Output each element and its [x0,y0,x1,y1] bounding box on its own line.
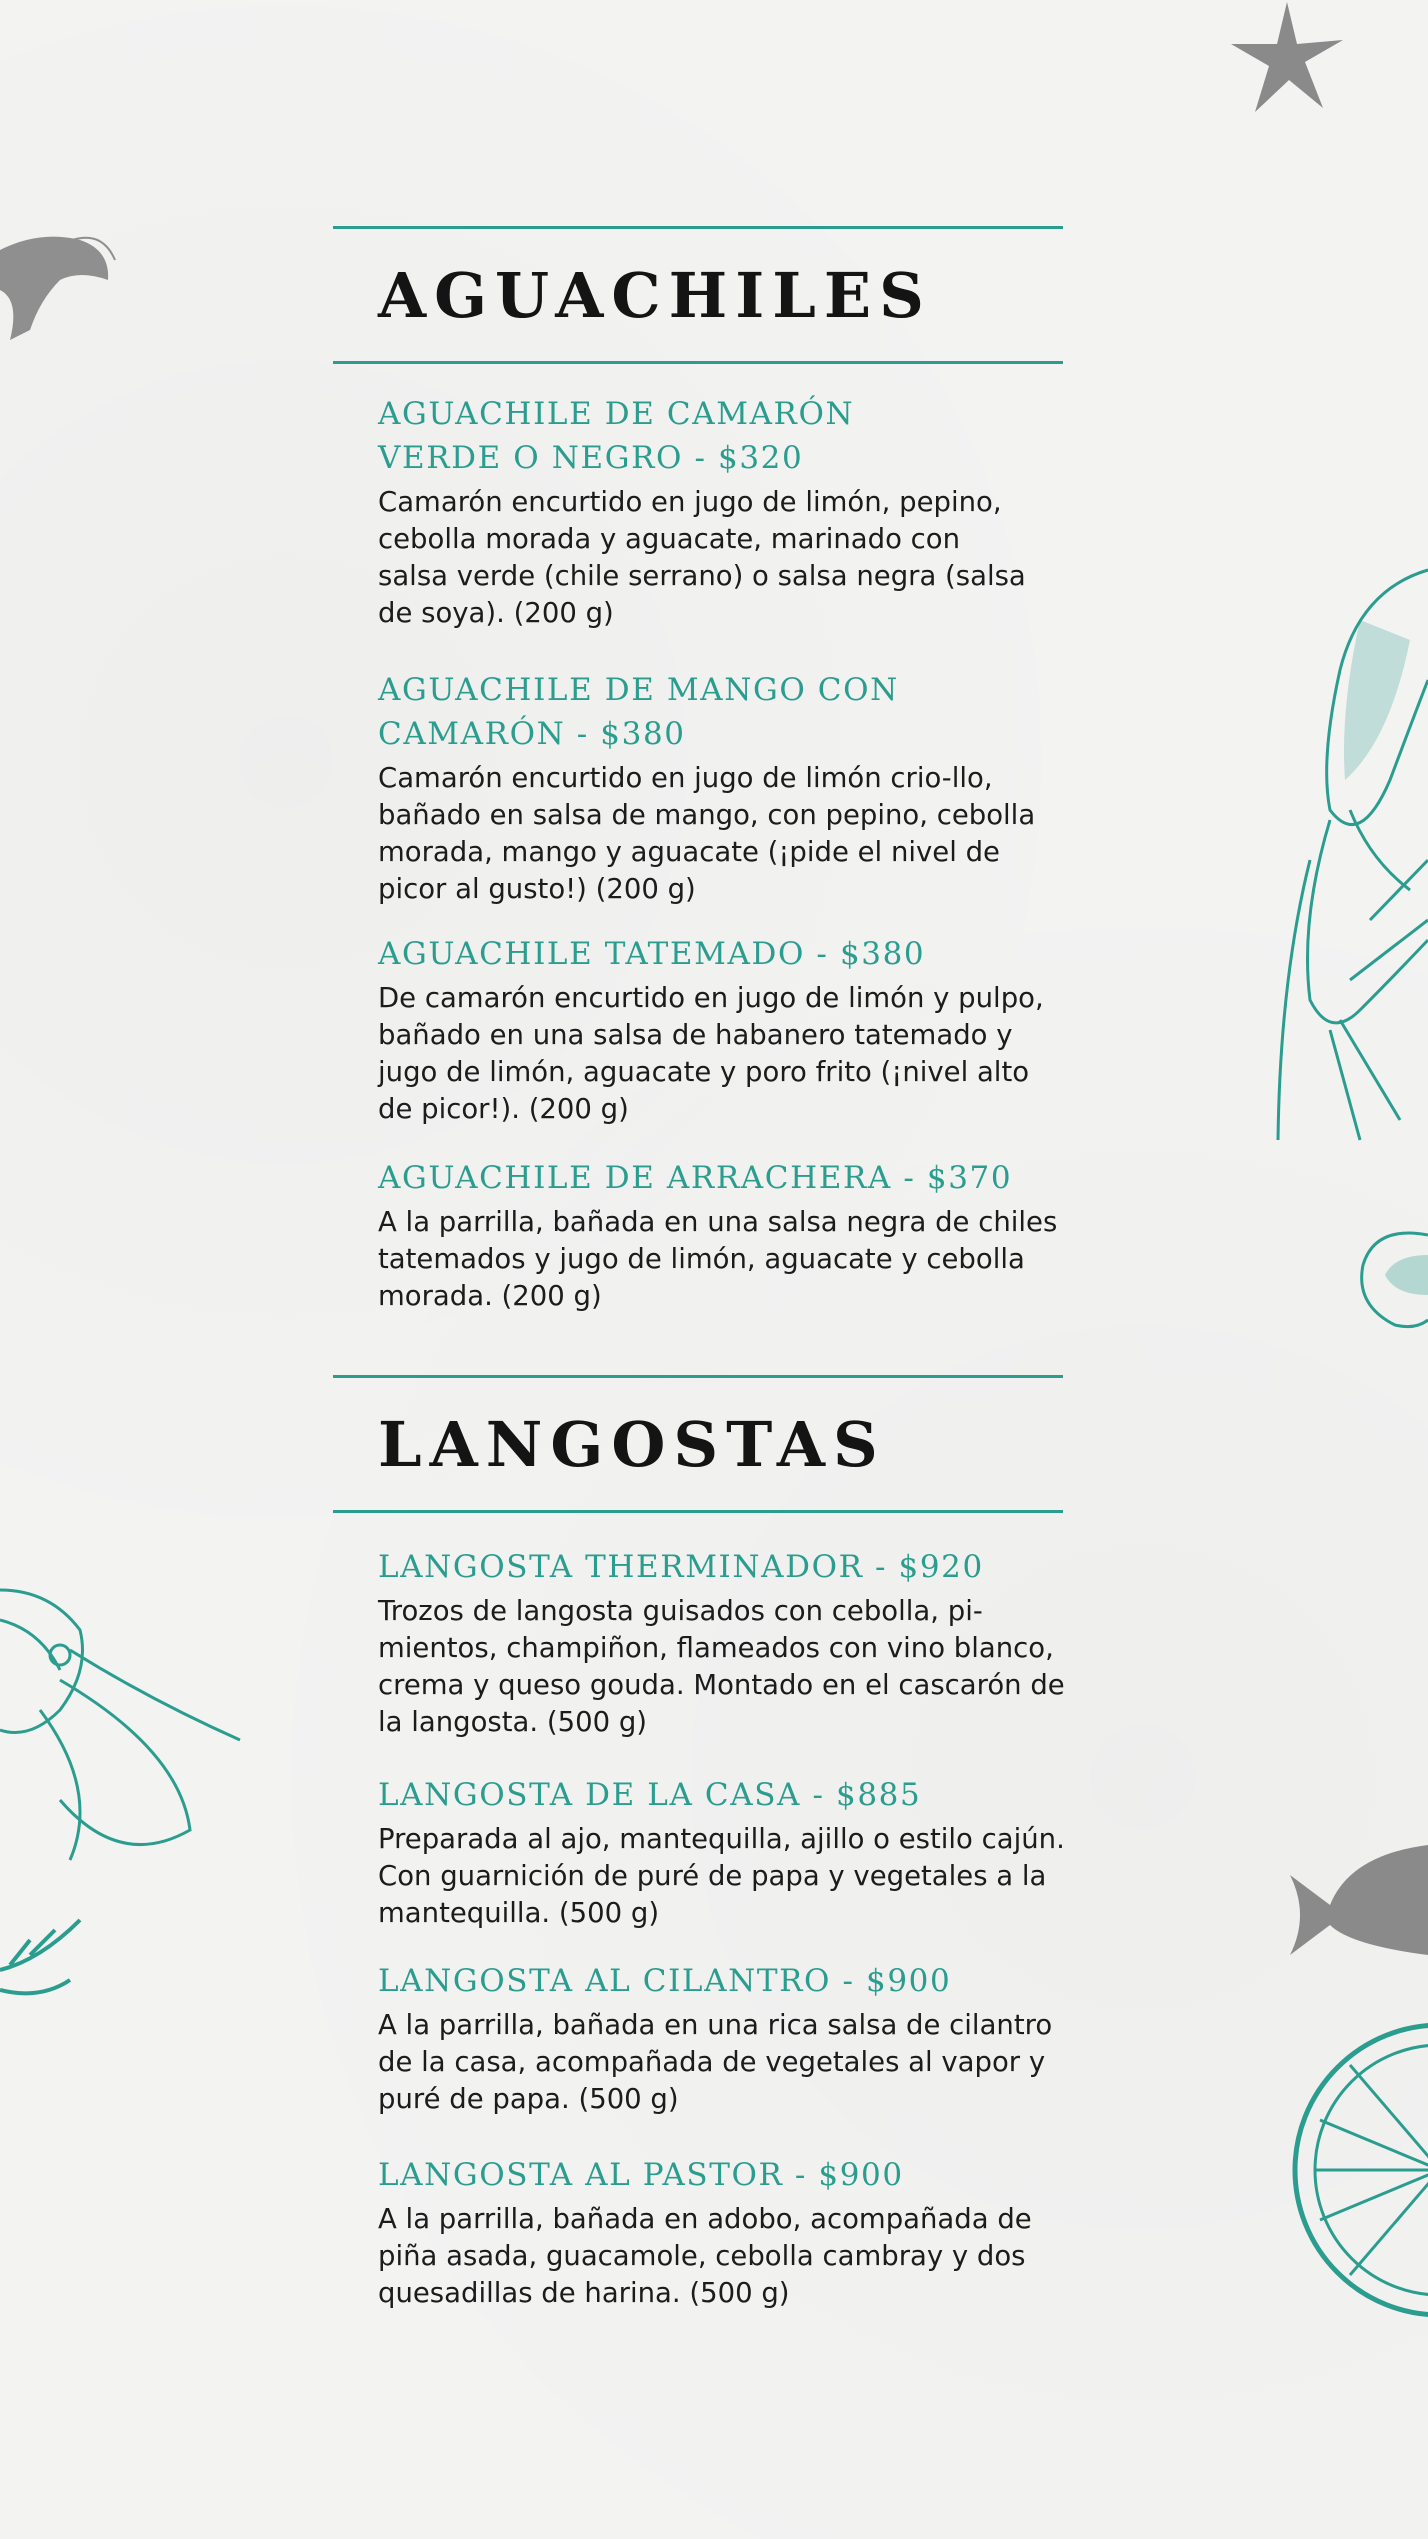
divider [333,226,1063,229]
menu-item-name: LANGOSTA AL CILANTRO - $900 [378,1963,952,1999]
lobster-icon [1270,560,1428,1160]
menu-item-description: A la parrilla, bañada en una salsa negra de chiles tatemados y jugo de limón, aguacate y cebolla morada. (200 g) [378,1206,1058,1312]
menu-item-description: Camarón encurtido en jugo de limón crio-llo, bañado en salsa de mango, con pepino, cebolla morada, mango y aguacate (¡pide el nivel de picor al gusto!) (200 g) [378,762,1036,905]
menu-item-name: LANGOSTA DE LA CASA - $885 [378,1777,922,1813]
menu-item-description: Preparada al ajo, mantequilla, ajillo o estilo cajún. Con guarnición de puré de papa y vegetales a la mantequilla. (500 g) [378,1823,1065,1929]
divider [333,1510,1063,1513]
section-title: AGUACHILES [378,259,932,332]
menu-item-name: LANGOSTA AL PASTOR - $900 [378,2157,904,2193]
menu-item [378,2153,1068,2312]
menu-item-name: LANGOSTA THERMINADOR - $920 [378,1549,984,1585]
section-langostas [333,1375,1063,1513]
menu-item-description: De camarón encurtido en jugo de limón y pulpo, bañado en una salsa de habanero tatemado y jugo de limón, aguacate y poro frito (¡nivel alto de picor!). (200 g) [378,982,1044,1125]
menu-item-name: AGUACHILE DE CAMARÓN VERDE O NEGRO - $320 [378,396,855,476]
shrimp-icon [0,1570,250,1870]
starfish-icon [1225,0,1365,130]
menu-item-name: AGUACHILE TATEMADO - $380 [378,936,926,972]
menu-item [378,1773,1068,1932]
menu-item [378,392,1026,632]
divider [333,361,1063,364]
menu-item [378,1959,1068,2118]
section-title: LANGOSTAS [378,1408,886,1481]
menu-item [378,1156,1068,1315]
menu-item-name: AGUACHILE DE ARRACHERA - $370 [378,1160,1013,1196]
menu-item [378,1545,1068,1741]
seaweed-icon [0,1880,90,2010]
menu-item-description: Trozos de langosta guisados con cebolla, pi-mientos, champiñon, flameados con vino blanco, crema y queso gouda. Montado en el cascarón de la langosta. (500 g) [378,1595,1065,1738]
menu-item-description: A la parrilla, bañada en adobo, acompañada de piña asada, guacamole, cebolla cambray y dos quesadillas de harina. (500 g) [378,2203,1032,2309]
lime-slice-icon [1290,2020,1428,2320]
menu-item [378,668,1036,908]
menu-item-name: AGUACHILE DE MANGO CON CAMARÓN - $380 [378,672,899,752]
menu-item-description: A la parrilla, bañada en una rica salsa de cilantro de la casa, acompañada de vegetales al vapor y puré de papa. (500 g) [378,2009,1053,2115]
menu-item [378,932,1068,1128]
shrimp-icon [0,220,120,360]
menu-item-description: Camarón encurtido en jugo de limón, pepino, cebolla morada y aguacate, marinado con salsa verde (chile serrano) o salsa negra (salsa de soya). (200 g) [378,486,1026,629]
section-aguachiles [333,226,1063,364]
divider [333,1375,1063,1378]
crab-claw-icon [1355,1225,1428,1335]
fish-icon [1290,1835,1428,1975]
